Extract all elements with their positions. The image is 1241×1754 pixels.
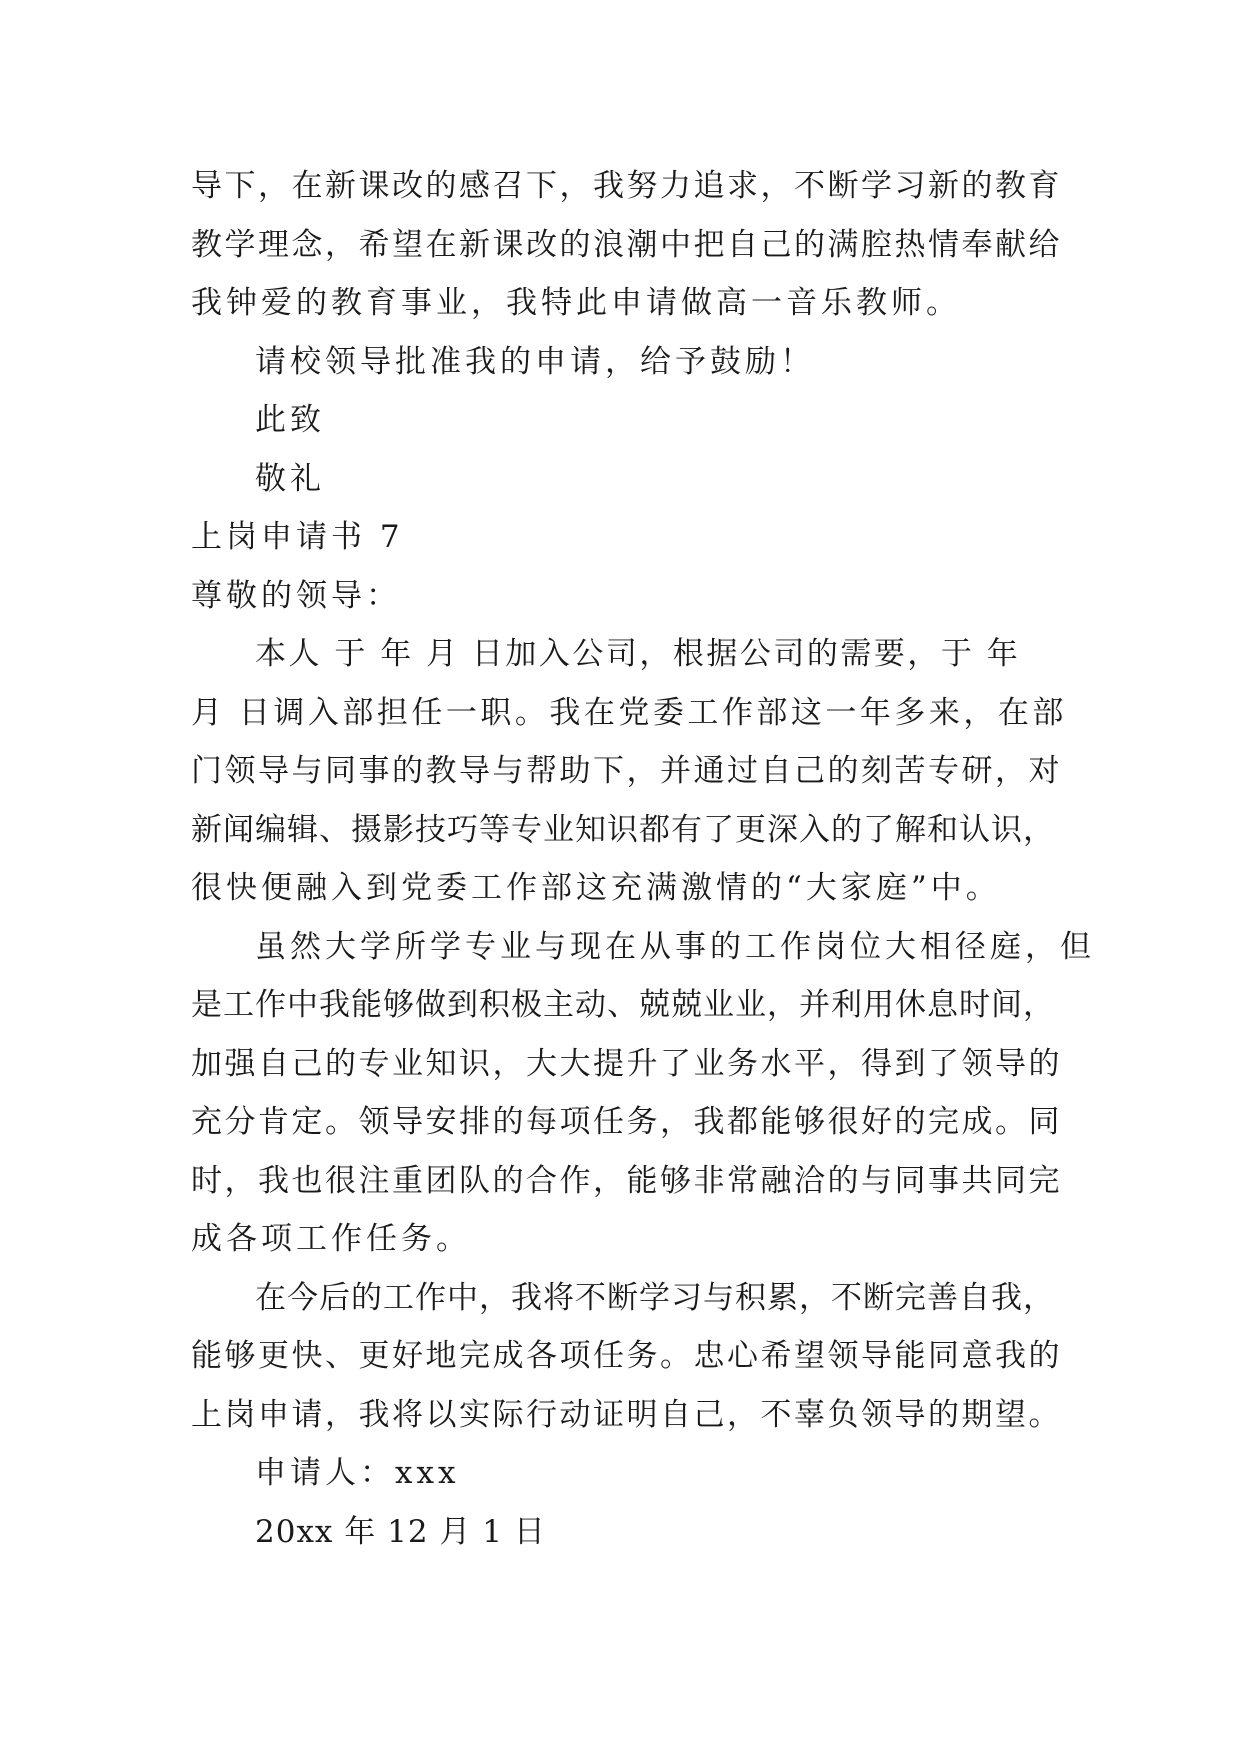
paragraph-line: 成各项工作任务。: [191, 1221, 471, 1257]
paragraph-line: 能够更快、更好地完成各项任务。忠心希望领导能同意我的: [191, 1338, 1062, 1374]
date: 20xx 年 12 月 1 日: [255, 1514, 546, 1550]
letter-title: 上岗申请书 7: [191, 519, 404, 555]
request-line: 请校领导批准我的申请，给予鼓励！: [255, 344, 815, 380]
salutation: 尊敬的领导：: [191, 578, 401, 614]
paragraph-line: 月 日调入部担任一职。我在党委工作部这一年多来，在部: [191, 695, 1067, 731]
paragraph-line: 很快便融入到党委工作部这充满激情的“大家庭”中。: [191, 870, 1001, 906]
paragraph-line: 我钟爱的教育事业，我特此申请做高一音乐教师。: [191, 285, 961, 321]
paragraph-line: 在今后的工作中，我将不断学习与积累，不断完善自我，: [255, 1280, 1055, 1316]
paragraph-line: 导下，在新课改的感召下，我努力追求，不断学习新的教育: [191, 168, 1062, 204]
signature: 申请人：xxx: [255, 1455, 460, 1491]
closing-line: 此致: [255, 402, 325, 438]
paragraph-line: 充分肯定。领导安排的每项任务，我都能够很好的完成。同: [191, 1104, 1062, 1140]
paragraph-line: 加强自己的专业知识，大大提升了业务水平，得到了领导的: [191, 1046, 1062, 1082]
paragraph-line: 新闻编辑、摄影技巧等专业知识都有了更深入的了解和认识，: [191, 812, 1055, 848]
paragraph-line: 虽然大学所学专业与现在从事的工作岗位大相径庭，但: [255, 929, 1095, 965]
closing-line: 敬礼: [255, 461, 325, 497]
paragraph-line: 是工作中我能够做到积极主动、兢兢业业，并利用休息时间，: [191, 987, 1055, 1023]
paragraph-line: 教学理念，希望在新课改的浪潮中把自己的满腔热情奉献给: [191, 227, 1062, 263]
paragraph-line: 本人 于 年 月 日加入公司，根据公司的需要，于 年: [255, 636, 1021, 672]
paragraph-line: 时，我也很注重团队的合作，能够非常融洽的与同事共同完: [191, 1163, 1062, 1199]
paragraph-line: 上岗申请，我将以实际行动证明自己，不辜负领导的期望。: [191, 1397, 1062, 1433]
paragraph-line: 门领导与同事的教导与帮助下，并通过自己的刻苦专研，对: [191, 753, 1062, 789]
